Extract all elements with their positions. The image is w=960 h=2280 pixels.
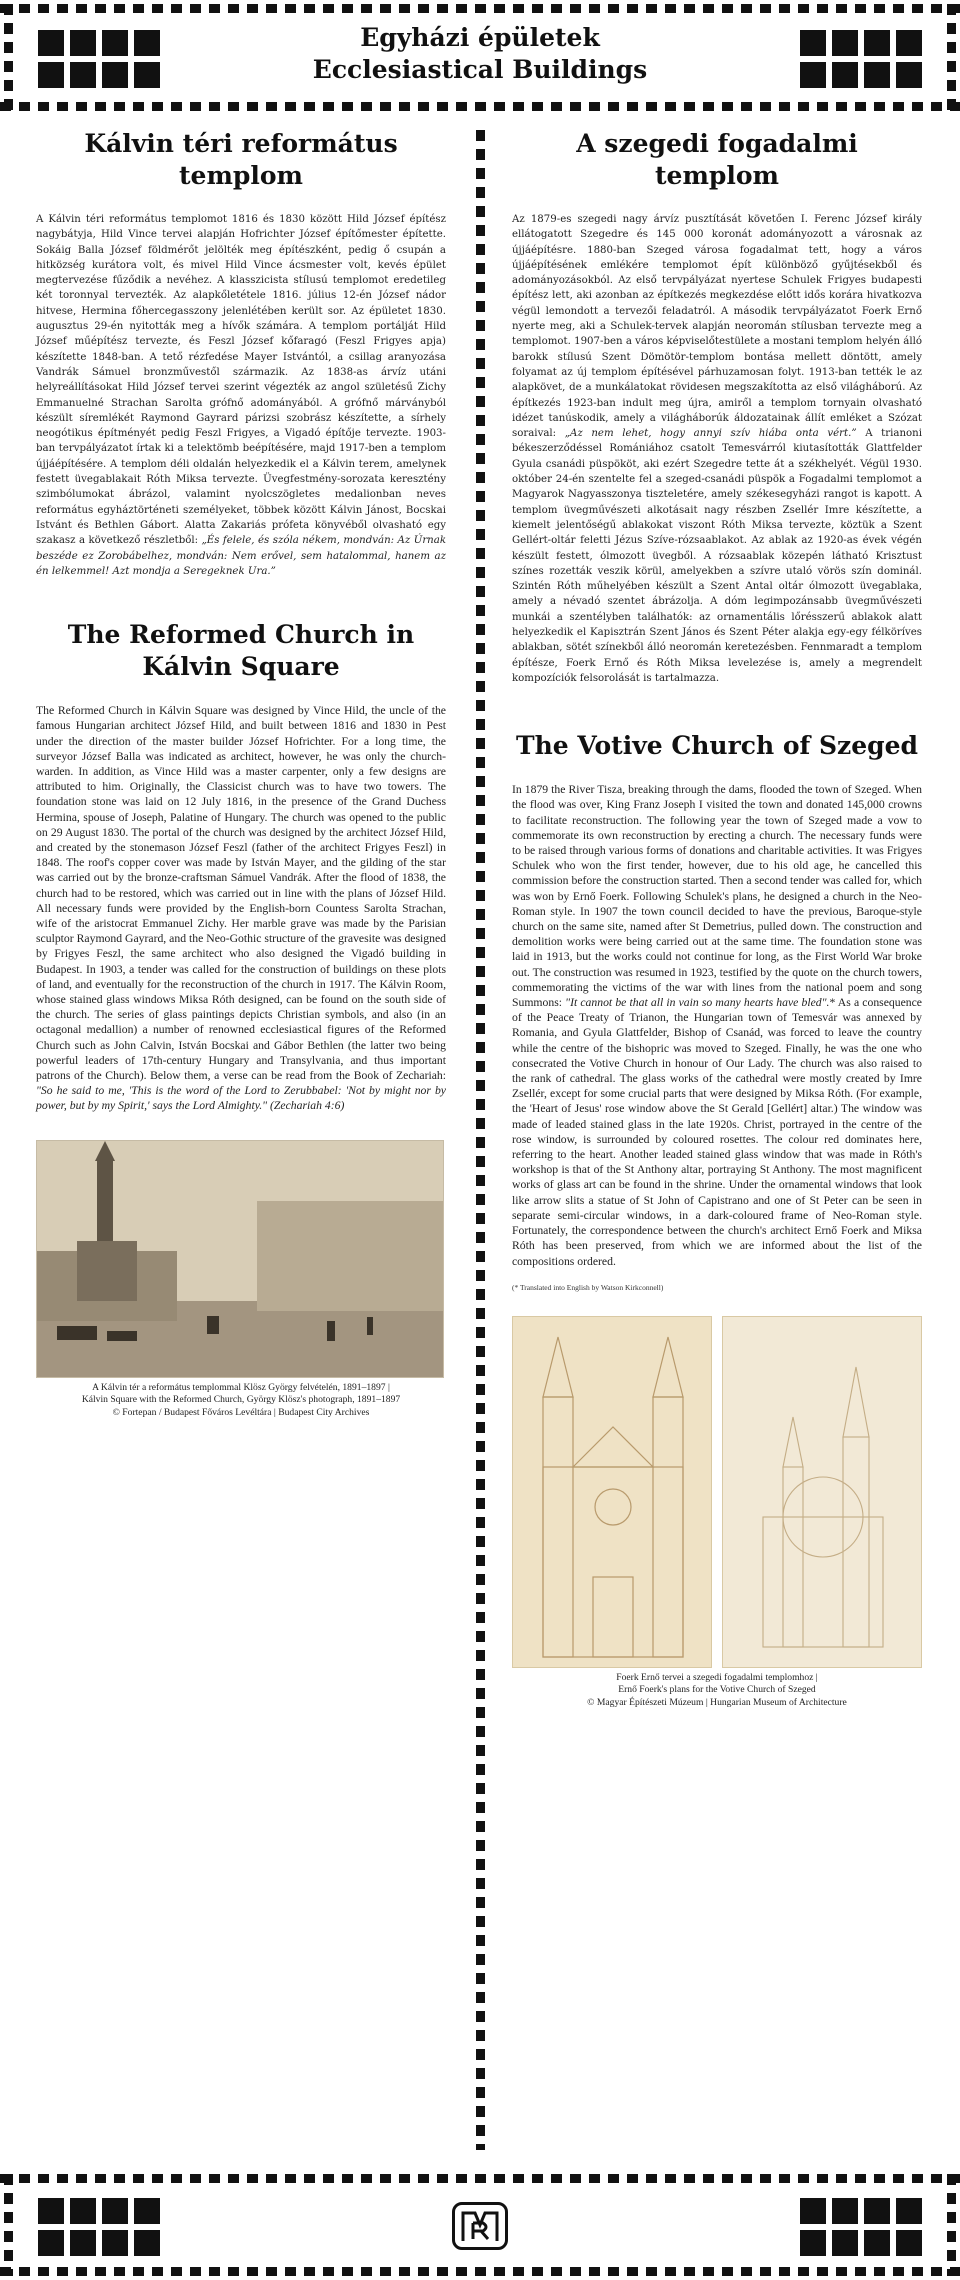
window-icon-square	[134, 30, 160, 56]
window-icon-square	[864, 62, 890, 88]
header-left-border	[4, 4, 13, 111]
window-icon-square	[800, 62, 826, 88]
window-icon-square	[38, 62, 64, 88]
kalvin-en-title: The Reformed Church in Kálvin Square	[67, 620, 415, 682]
footer-right-border	[947, 2174, 956, 2276]
roth-monogram	[455, 2205, 505, 2247]
window-icon-square	[134, 62, 160, 88]
kalvin-en-body	[36, 703, 446, 1113]
caption-line: A Kálvin tér a református templommal Klösz György felvételén, 1891–1897 |	[92, 1381, 390, 1393]
church-facade-plan	[512, 1316, 712, 1668]
kalvin-photo-caption	[36, 1382, 446, 1420]
translation-note: (* Translated into English by Watson Kirkconnell)	[512, 1282, 664, 1292]
window-icon-square	[896, 62, 922, 88]
kalvin-hu-body	[36, 212, 446, 579]
szeged-hu-quote: „Az nem lehet, hogy annyi szív hiába onta vért.”	[564, 428, 857, 440]
window-icon-square	[800, 2198, 826, 2224]
title-english: Ecclesiastical Buildings	[312, 55, 648, 84]
window-icon-square	[70, 62, 96, 88]
kalvin-hu-text: A Kálvin téri református templomot 1816 és 1830 között Hild József építész nagybátyja, Hild Vince tervei alapján Hofrichter József építőmester építette. Sokáig Balla József földmérőt jelölték meg építészként, pedig ő csupán a hitközség kurátora volt, és mivel Hild Vince ácsmester volt, kevés épület megtervezése fűződik a nevéhez. A klasszicista stílusú templomot eredetileg két toronnyal tervezték. Az alapkőletétele 1816. július 12-én József nádor hitvese, Hermina főhercegasszony jelenlétében került sor. Az épületet 1830. augusztus 29-én nyitották meg a hívők számára. A templom portálját Hild József műépítész tervezte, és Feszl József kőfaragó (Feszl Frigyes apja) készítette 1848-ban. A tető rézfedése Mayer Istvántól, a csillag aranyozása Vandrák Sámuel bronzművestől származik. Az 1838-as árvíz utáni helyreállításokat Hild József tervei szerint végezték az angol születésű Zichy Emmanuelné Strachan Sarolta grófnő adományából. A grófnő márványból készült síremlékét Raymond Gayrard párizsi szobrász készítette, a sírhely neogótikus építményét pedig Feszl Frigyes, a Vigadó építője tervezte. 1903-ban tervpályázatot írtak ki a telektömb beépítésére, majd 1917-ben a templom újjáépítésére. A templom déli oldalán helyezkedik el a Kálvin terem, amelynek festett üvegablakait Róth Miksa tervezte. Üvegfestmény-sorozata keresztény szimbólumokat ábrázol, valamint nyolcszögletes medalionban neves református egyháztörténeti személyeket, többek között Kálvin Jánost, Bocskai Istvánt és Bethlen Gábort. Alatta Zakariás prófeta könyvéből olvasható egy szakasz a következő részletből:	[36, 214, 446, 547]
church-perspective-plan	[722, 1316, 922, 1668]
facade-drawing	[513, 1317, 712, 1668]
window-icon-square	[102, 2198, 128, 2224]
window-icon-square	[832, 30, 858, 56]
left-column	[36, 128, 446, 1419]
footer-top-border	[0, 2174, 960, 2183]
window-icon-square	[102, 2230, 128, 2256]
caption-line: Ernő Foerk's plans for the Votive Church of Szeged	[618, 1684, 816, 1696]
window-icon-square	[38, 30, 64, 56]
window-icon-square	[134, 2198, 160, 2224]
szeged-hu-text: Az 1879-es szegedi nagy árvíz pusztítását követően I. Ferenc József király ellátogatott Szegedre és 145 000 koronát adományozott a városnak az újjáépítésre. 1880-ban Szeged városa fogadalmat tett, hogy a város újjáépítésének emlékére templomot épít különböző gyűjtésekből és adományozásokból. Az első tervpályázat nyertese Schulek Frigyes budapesti építész lett, aki azonban az építkezés megkezdése előtt idős korára hivatkozva végül lemondott a tervezői feladatról. A második tervpályázatot Foerk Ernő nyerte meg, aki a Schulek-tervek alapján neoromán stílusban tervezte meg a templomot. 1907-ben a város képviselőtestülete a mostani templom helyén álló barokk stílusú Szent Dömötör-templom bontása mellett döntött, amely folyamat az új templom építésével párhuzamosan folyt. 1913-ban tették le az alapkövet, de a munkálatokat rövidesen megszakította az első világháború. Az építkezés 1923-ban indult meg újra, amiről a templom tornyain olvasható idézet tanúskodik, amely a világháborúk áldozatainak állít emléket a Szózat soraival:	[512, 214, 922, 440]
kalvin-en-text: The Reformed Church in Kálvin Square was designed by Vince Hild, the uncle of the famous Hungarian architect József Hild, and built between 1816 and 1830 in Pest under the direction of the master builder József Hofrichter. For a long time, the surveyor József Balla was indicated as architect, however, he was only the church-warden. In addition, as Vince Hild was a master carpenter, only a few designs are attributed to him. Originally, the Classicist church was to have two towers. The foundation stone was laid on 12 July 1816, in the presence of the Grand Duchess Hermina, spouse of Joseph, Palatine of Hungary. The church was opened to the public on 29 August 1830. The portal of the church was designed by the architect József Hild, and created by the stonemason József Feszl (father of the architect Frigyes Feszl) in 1848. The roof's copper cover was made by István Mayer, and the gilding of the star was carried out by the bronze-craftsman Sámuel Vandrák. After the flood of 1838, the church had to be restored, which was carried out in line with the plans of József Hild. All necessary funds were provided by the English-born Countess Sarolta Strachan, wife of the aristocrat Emmanuel Zichy. Her marble grave was made by the Parisian sculptor Raymond Gayrard, and the Neo-Gothic structure of the gravesite was designed by Frigyes Feszl, the same architect who also designed the Vigadó building in Budapest. In 1903, a tender was called for the construction of buildings on these plots of land, and eventually for the reconstruction of the church in 1917. The Kálvin Room, whose stained glass windows Miksa Róth designed, can be found on the south side of the church. The series of glass paintings depicts Christian symbols, and also (in an octagonal medallion) a number of renowned ecclesiastical figures of the Reformed Church such as John Calvin, István Bocskai and Gábor Bethlen (the latter two being powerful leaders of 17th-century Hungary and Transylvania, and thus important patrons of the Church). Below them, a verse can be read from the Book of Zechariah:	[36, 704, 446, 1082]
bottom-border	[0, 2267, 960, 2276]
header-bottom-border	[0, 102, 960, 111]
szeged-hu-title: A szegedi fogadalmi templom	[576, 129, 858, 190]
kalvin-square-photo	[36, 1140, 444, 1378]
szeged-hu-body	[512, 212, 922, 686]
window-icon-square	[832, 2198, 858, 2224]
kalvin-square-photo-illustration	[37, 1141, 444, 1378]
footer-left-border	[4, 2174, 13, 2276]
perspective-drawing	[723, 1317, 922, 1668]
top-border	[0, 4, 960, 13]
szeged-en-text: In 1879 the River Tisza, breaking through the dams, flooded the town of Szeged. When the flood was over, King Franz Joseph I visited the town and donated 145,000 crowns to facilitate reconstruction. The following year the town of Szeged made a vow to commemorate its own reconstruction by erecting a church. The necessary funds were to be raised through various forms of donations and charitable activities. It was Frigyes Schulek who won the first tender, however, due to his old age, he cancelled this commission before the construction started. Then a second tender was called for, which was won by Ernő Foerk. Following Schulek's plans, he designed a church in the Neo-Roman style. In 1907 the town council decided to have the previous, Baroque-style church on the same site, named after St Demetrius, pulled down. The construction and demolition works were being carried out at the same time. The foundation stone was laid in 1913, but the works could not continue for long, as the First World War broke out. The construction was resumed in 1923, testified by the quote on the church towers, commemorating the victims of the war with lines from the national poem and song Summons:	[512, 783, 922, 1010]
kalvin-en-quote: "So he said to me, 'This is the word of the Lord to Zerubbabel: 'Not by might nor by power, but by my Spirit,' says the Lord Almighty." (Zechariah 4:6)	[36, 1084, 446, 1113]
roth-logo-icon	[452, 2202, 508, 2250]
caption-line: Foerk Ernő tervei a szegedi fogadalmi templomhoz |	[616, 1671, 818, 1683]
church-plans	[512, 1316, 922, 1668]
szeged-en-body	[512, 782, 922, 1269]
window-icon-square	[896, 2230, 922, 2256]
header-right-border	[947, 4, 956, 111]
window-icon-square	[832, 62, 858, 88]
right-column	[512, 128, 922, 1709]
window-icon-square	[800, 2230, 826, 2256]
window-icon-square	[896, 30, 922, 56]
window-icon-square	[70, 2198, 96, 2224]
caption-line: © Magyar Építészeti Múzeum | Hungarian Museum of Architecture	[587, 1696, 847, 1708]
window-icon-square	[832, 2230, 858, 2256]
plans-caption	[512, 1672, 922, 1710]
window-icon-square	[864, 30, 890, 56]
window-icon-square	[896, 2198, 922, 2224]
szeged-en-title: The Votive Church of Szeged	[515, 731, 919, 761]
kalvin-hu-quote: „És felele, és szóla nékem, mondván: Az Úrnak beszéde ez Zorobábelhez, mondván: Nem erővel, sem hatalommal, hanem az én lelkemmel! Azt mondja a Seregeknek Ura.”	[36, 535, 446, 577]
caption-line: © Fortepan / Budapest Főváros Levéltára | Budapest City Archives	[112, 1406, 370, 1418]
window-icon-square	[864, 2198, 890, 2224]
window-icon-square	[70, 2230, 96, 2256]
kalvin-hu-title: Kálvin téri református templom	[84, 129, 398, 190]
window-icon-square	[38, 2198, 64, 2224]
szeged-en-text-2: * As a consequence of the Peace Treaty of Trianon, the Hungarian town of Temesvár was annexed by Romania, and Gyula Glattfelder, Bishop of Csanád, was forced to leave the country while the centre of the bishopric was moved to Szeged. Finally, he was the one who consecrated the Votive Church in honour of Our Lady. The church was also raised to the rank of cathedral. The glass works of the cathedral were mostly created by Imre Zsellér, except for some crucial parts that were designed by Miksa Róth. (For example, the 'Heart of Jesus' rose window above the St Gerald [Gellért] altar.) The window was made of leaded stained glass in the late 1920s. Christ, portrayed in the centre of the rose window, is surrounded by coloured rosettes. The colour red dominates here, referring to the heart. Another leaded stained glass window that was made in Róth's workshop is that of the St Anthony altar, portraying St Anthony. The most magnificent works of glass art can be found in the shrine. Under the ornamental windows that look like arrow slits a statue of St John of Capistrano and one of St Peter can be seen in separate semi-circular windows, in a dark-coloured frame of Neo-Roman style. Fortunately, the correspondence between the church's architect Ernő Foerk and Miksa Róth has been preserved, from which we are informed about the list of the compositions ordered.	[512, 996, 922, 1268]
window-icon-square	[800, 30, 826, 56]
column-divider	[476, 130, 485, 2150]
window-icon-square	[102, 30, 128, 56]
szeged-en-quote: "It cannot be that all in vain so many hearts have bled".	[565, 996, 830, 1010]
window-icon-square	[864, 2230, 890, 2256]
page-title	[170, 22, 790, 86]
title-hungarian: Egyházi épületek	[360, 23, 600, 52]
szeged-hu-text-2: A trianoni békeszerződéssel Romániához csatolt Temesvárról kiutasították Glattfelder Gyula csanádi püspököt, aki ezért Szegedre tette át a székhelyét. Végül 1930. október 24-én szentelte fel a szeged-csanádi püspök a Fogadalmi templomot a Magyarok Nagyasszonya tiszteletére, amely székesegyházi rangot is kapott. A templom üvegművészeti alkotásait nagy részben Zsellér Imre készítette, a kiemelt jelentőségű ablakokat viszont Róth Miksa tervezte, köztük a Szent Gellért-oltár feletti Jézus Szíve-rózsaablakot. Az ablak az 1920-as évek végén készült festett, ólmozott üvegből. A rózsaablak közepén látható Krisztust színes rozetták veszik körül, amelyekben a szívre utaló vörös szín dominál. Szintén Róth műhelyében készült a Szent Antal oltár ólmozott üvegablaka, amely a névadó szentet ábrázolja. A dóm legimpozánsabb üvegművészeti munkái a szentélyben találhatók: az ornamentális lőrésszerű ablakok alatt helyezkedik el Kapisztrán Szent János és Szent Péter alakja egy-egy félköríves ablakban, sötét színekből álló neoromán keretezésben. Fennmaradt a templom építésze, Foerk Ernő és Róth Miksa levelezése is, amely a megrendelt kompozíciók felsorolását is tartalmazza.	[512, 428, 922, 684]
caption-line: Kálvin Square with the Reformed Church, György Klösz's photograph, 1891–1897	[81, 1394, 401, 1406]
window-icon-square	[70, 30, 96, 56]
window-icon-square	[134, 2230, 160, 2256]
window-icon-square	[38, 2230, 64, 2256]
window-icon-square	[102, 62, 128, 88]
